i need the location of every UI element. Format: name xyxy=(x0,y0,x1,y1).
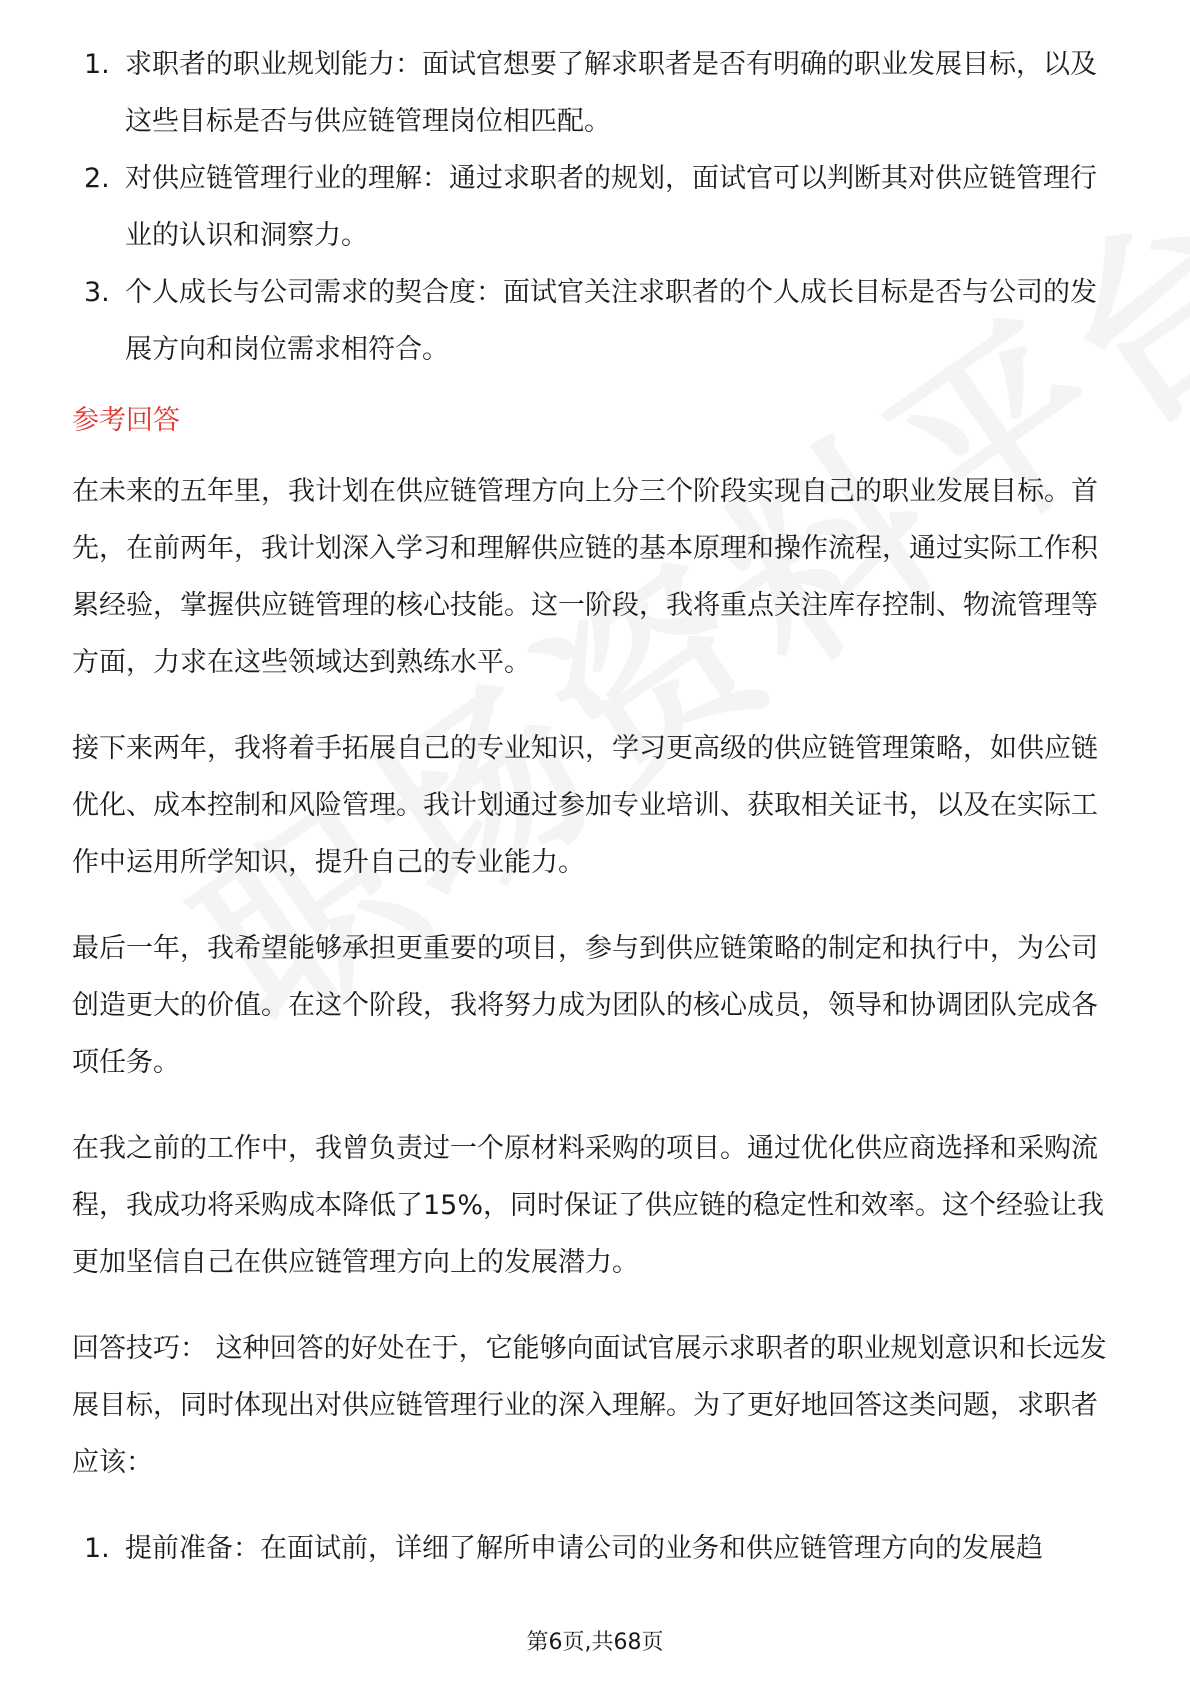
list-item-text: 提前准备：在面试前，详细了解所申请公司的业务和供应链管理方向的发展趋 xyxy=(125,1533,1043,1564)
list-item-number: 1. xyxy=(84,1533,110,1564)
page-footer xyxy=(0,1628,1190,1658)
page-number: 第6页,共68页 xyxy=(526,1630,664,1655)
list-item-text: 个人成长与公司需求的契合度：面试官关注求职者的个人成长目标是否与公司的发展方向和岗位需求相符合。 xyxy=(125,277,1097,365)
list-item xyxy=(72,150,1120,264)
list-item-number: 2. xyxy=(84,163,110,194)
top-numbered-list xyxy=(72,36,1120,378)
list-item xyxy=(72,1520,1120,1577)
page-content xyxy=(72,36,1120,1577)
answer-tips-paragraph: 回答技巧： 这种回答的好处在于，它能够向面试官展示求职者的职业规划意识和长远发展目标，同时体现出对供应链管理行业的深入理解。为了更好地回答这类问题，求职者应该： xyxy=(72,1333,1107,1478)
paragraph: 在未来的五年里，我计划在供应链管理方向上分三个阶段实现自己的职业发展目标。首先，在前两年，我计划深入学习和理解供应链的基本原理和操作流程，通过实际工作积累经验，掌握供应链管理的核心技能。这一阶段，我将重点关注库存控制、物流管理等方面，力求在这些领域达到熟练水平。 xyxy=(72,476,1098,678)
bottom-numbered-list xyxy=(72,1520,1120,1577)
paragraph: 在我之前的工作中，我曾负责过一个原材料采购的项目。通过优化供应商选择和采购流程，我成功将采购成本降低了15%，同时保证了供应链的稳定性和效率。这个经验让我更加坚信自己在供应链管理方向上的发展潜力。 xyxy=(72,1133,1105,1278)
paragraph: 接下来两年，我将着手拓展自己的专业知识，学习更高级的供应链管理策略，如供应链优化、成本控制和风险管理。我计划通过参加专业培训、获取相关证书，以及在实际工作中运用所学知识，提升自己的专业能力。 xyxy=(72,733,1098,878)
paragraph: 最后一年，我希望能够承担更重要的项目，参与到供应链策略的制定和执行中，为公司创造更大的价值。在这个阶段，我将努力成为团队的核心成员，领导和协调团队完成各项任务。 xyxy=(72,933,1098,1078)
list-item-text: 求职者的职业规划能力：面试官想要了解求职者是否有明确的职业发展目标，以及这些目标是否与供应链管理岗位相匹配。 xyxy=(125,49,1097,137)
list-item-number: 3. xyxy=(84,277,110,308)
list-item-text: 对供应链管理行业的理解：通过求职者的规划，面试官可以判断其对供应链管理行业的认识和洞察力。 xyxy=(125,163,1097,251)
list-item xyxy=(72,264,1120,378)
list-item-number: 1. xyxy=(84,49,110,80)
section-title: 参考回答 xyxy=(72,405,180,436)
list-item xyxy=(72,36,1120,150)
